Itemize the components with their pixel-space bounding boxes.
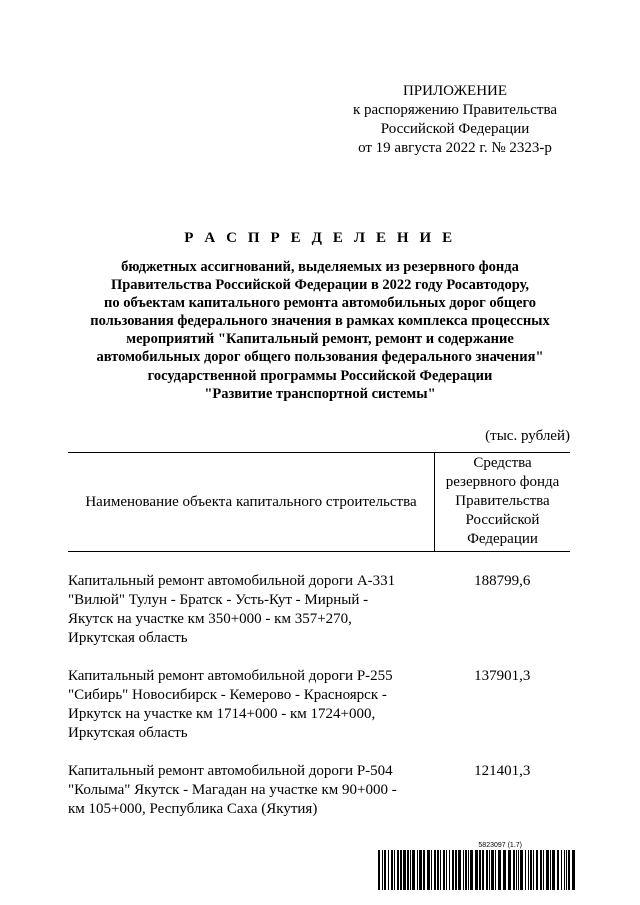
table-row <box>68 667 570 743</box>
document-title: Р А С П Р Е Д Е Л Е Н И Е <box>184 230 456 246</box>
barcode-image <box>378 850 578 890</box>
column-header-amount <box>435 453 571 552</box>
object-name-line: "Вилюй" Тулун - Братск - Усть-Кут - Мирный - <box>68 592 369 608</box>
table-header-row <box>68 453 570 552</box>
object-name-line: Капитальный ремонт автомобильной дороги Р-504 <box>68 763 393 779</box>
amount-cell: 188799,6 <box>474 573 531 589</box>
appendix-heading: ПРИЛОЖЕНИЕ <box>402 83 508 99</box>
table-row <box>68 762 570 819</box>
object-name-line: Капитальный ремонт автомобильной дороги Р-255 <box>68 668 393 684</box>
subtitle-line: по объектам капитального ремонта автомобильных дорог общего <box>104 295 536 312</box>
object-name <box>68 762 435 819</box>
header-amount-line: резервного фонда <box>445 474 560 490</box>
unit-note: (тыс. рублей) <box>485 428 570 444</box>
appendix-date-number: от 19 августа 2022 г. № 2323-р <box>358 140 552 156</box>
object-name-line: "Сибирь" Новосибирск - Кемерово - Красноярск - <box>68 687 387 703</box>
subtitle-line: пользования федерального значения в рамках комплекса процессных <box>90 313 550 330</box>
appendix-block <box>330 82 580 158</box>
allocation-table <box>68 452 570 819</box>
appendix-line: Российской Федерации <box>380 121 530 137</box>
object-name-line: Иркутская область <box>68 725 188 741</box>
object-name-line: Иркутская область <box>68 630 188 646</box>
object-name-line: "Колыма" Якутск - Магадан на участке км 90+000 - <box>68 782 397 798</box>
object-name-line: Иркутск на участке км 1714+000 - км 1724+000, <box>68 706 376 722</box>
subtitle-line: "Развитие транспортной системы" <box>204 385 436 402</box>
subtitle-line: Правительства Российской Федерации в 2022 году Росавтодору, <box>110 277 530 294</box>
subtitle-line: мероприятий "Капитальный ремонт, ремонт и содержание <box>126 331 514 348</box>
barcode-number: 5823097 (1.7) <box>478 842 522 849</box>
subtitle-line: государственной программы Российской Федерации <box>147 367 493 384</box>
header-amount-line: Правительства <box>455 493 550 509</box>
header-amount-line: Средства <box>473 455 532 471</box>
object-name-line: Капитальный ремонт автомобильной дороги А-331 <box>68 573 396 589</box>
object-name-line: км 105+000, Республика Саха (Якутия) <box>68 801 318 817</box>
table-row <box>68 572 570 648</box>
document-subtitle <box>40 258 600 403</box>
barcode-block <box>378 842 578 890</box>
header-amount-line: Федерации <box>467 531 538 547</box>
subtitle-line: автомобильных дорог общего пользования федерального значения" <box>96 349 544 366</box>
object-name-line: Якутск на участке км 350+000 - км 357+270, <box>68 611 352 627</box>
amount-cell: 121401,3 <box>474 763 531 779</box>
column-header-name: Наименование объекта капитального строительства <box>68 453 435 552</box>
object-name <box>68 572 435 648</box>
amount-cell: 137901,3 <box>474 668 531 684</box>
appendix-line: к распоряжению Правительства <box>352 102 557 118</box>
object-name <box>68 667 435 743</box>
subtitle-line: бюджетных ассигнований, выделяемых из резервного фонда <box>121 259 519 275</box>
header-amount-line: Российской <box>465 512 540 528</box>
